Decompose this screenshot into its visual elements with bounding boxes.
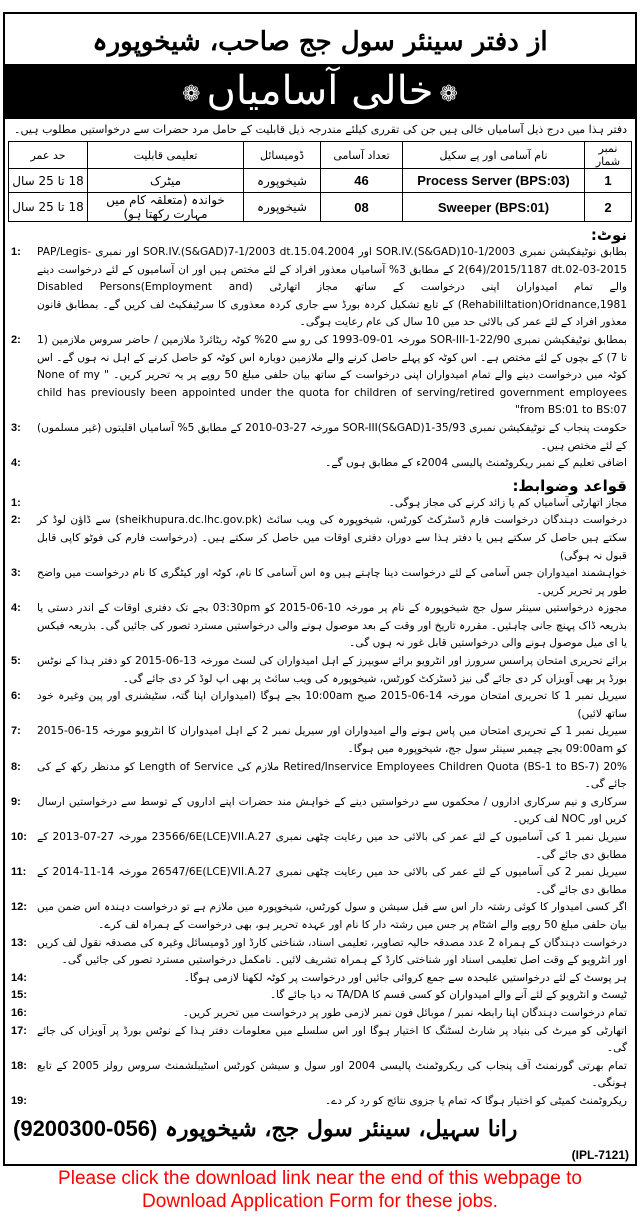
note-item — [5, 244, 635, 332]
flower-ornament-icon: ❁ — [182, 81, 201, 107]
item-number: 12: — [11, 901, 27, 914]
item-text: تمام درخواست دہندگان اپنا رابطہ نمبر / موبائل فون نمبر لازمی طور پر درخواست میں تحریر کریں۔ — [182, 1006, 627, 1019]
item-number: 9: — [11, 795, 21, 808]
rule-item — [5, 1058, 635, 1093]
note-item — [5, 332, 635, 420]
item-text: تمام بھرتی گورنمنٹ آف پنجاب کی ریکروٹمنٹ پالیسی 2004 اور سول و سیشن کورٹس اسٹیبلشمنٹ سروس رولز 2005 کے تابع ہونگی۔ — [37, 1059, 627, 1090]
rule-item — [5, 653, 635, 688]
item-text: سیریل نمبر 2 کی آسامیوں کے لئے عمر کی بالائی حد میں رعایت چٹھی نمبری 26547/6E(LCE)VII.A.27 مورخہ 14-11-2014 کے مطابق دی جائے گی۔ — [37, 866, 627, 896]
col-post: نام آسامی اور پے سکیل — [403, 142, 585, 169]
rule-item — [5, 1093, 635, 1111]
cell-qualification: خواندہ (متعلقہ کام میں مہارت رکھتا ہو) — [88, 193, 244, 222]
item-number: 18: — [11, 1059, 27, 1072]
notes-heading: نوٹ: — [590, 226, 627, 244]
flower-ornament-icon: ❁ — [439, 81, 458, 107]
rule-item — [5, 759, 635, 794]
download-notice-line-2: Download Application Form for these jobs. — [142, 1191, 498, 1212]
col-domicile: ڈومیسائل — [244, 142, 321, 169]
table-row — [9, 193, 632, 222]
item-text: بطابق نوٹیفکیشن نمبری SOR.IV.(S&GAD)10-1/2003 اور SOR.IV.(S&GAD)7-1/2003 dt.15.04.2004 اور نمبری PAP/Legis-2(64)/2015/1187 dt.02-03-2015 کے مطابق 3% آسامیاں معذور افراد کے لئے مختص ہیں اور ان آسامیوں کے لئے درخواست دینے والے تمام امیدواران اپنی درخواست کے ساتھ مجاز اتھارٹی (Disabled Persons(Employment and Rehabililtation)Oridnance,1981) کے تابع تشکیل کردہ بورڈ سے جاری کردہ معذوری کا سرٹیفکیٹ لف کریں گے۔ بمطابق قانون معذور افراد کے لئے عمر کی بالائی حد میں 10 سال کی عام رعایت ہوگی۔ — [37, 246, 627, 329]
item-number: 2: — [11, 514, 21, 527]
item-number: 3: — [11, 421, 21, 434]
item-text: برائے تحریری امتحان پراسس سرورز اور انٹرویو برائے سویپرز کے اہل امیدواران کی لسٹ مورخہ 13-06-2015 کو دفتر ہذا کے نوٹس بورڈ پر بھی آویزاں کر دی جائے گی نیز ڈسٹرکٹ کورٹس، شیخوپورہ کی ویب سائٹ پر بھی اپ لوڈ کر دی جائے گی۔ — [37, 655, 627, 685]
item-text: سیریل نمبر 1 کے تحریری امتحان میں پاس ہونے والے امیدواران اور سیریل نمبر 2 کے اہل امیدواران کا انٹرویو مورخہ 15-06-2015 کو 09:00am بجے چیمبر سینئر سول جج، شیخوپورہ میں ہوگا۔ — [37, 725, 627, 756]
note-item — [5, 420, 635, 455]
item-text: سیریل نمبر 1 کا تحریری امتحان مورخہ 14-06-2015 صبح 10:00am بجے ہوگا (امیدواران اپنا گتہ، سٹیشنری اور پین وغیرہ خود ساتھ لائیں) — [37, 690, 627, 720]
rule-item — [5, 565, 635, 600]
cell-serial: 2 — [585, 193, 632, 222]
item-number: 17: — [11, 1024, 27, 1037]
item-text: اضافی تعلیم کے نمبر ریکروٹمنٹ پالیسی 2004ء کے مطابق ہوں گے۔ — [325, 457, 627, 470]
item-number: 11: — [11, 866, 27, 879]
office-title: از دفتر سینئر سول جج صاحب، شیخوپورہ — [92, 27, 548, 57]
item-number: 7: — [11, 725, 21, 738]
cell-post: Process Server (BPS:03) — [403, 169, 585, 193]
rule-item — [5, 1023, 635, 1058]
cell-count: 08 — [321, 193, 403, 222]
item-number: 1: — [11, 496, 21, 509]
item-text: حکومت پنجاب کے نوٹیفکیشن نمبری SOR-III(S&GAD)1-35/93 مورخہ 27-03-2010 کے مطابق 5% آسامیاں اقلیتوں (غیر مسلموں) کے لئے مختص ہیں۔ — [37, 421, 627, 452]
rule-item — [5, 723, 635, 758]
item-number: 15: — [11, 989, 27, 1002]
rule-item — [5, 512, 635, 565]
download-notice — [0, 1167, 640, 1213]
download-notice-line-1: Please click the download link near the end of this webpage to — [58, 1168, 582, 1189]
item-number: 19: — [11, 1094, 27, 1107]
banner-text: خالی آسامیاں — [206, 68, 434, 114]
item-text: درخواست دہندگان درخواست فارم ڈسٹرکٹ کورٹس، شیخوپورہ کی ویب سائٹ (sheikhupura.dc.lhc.gov.pk) سے ڈاؤن لوڈ کر سکتے ہیں حاصل کر سکتے ہیں یا دفتر ہذا سے دوران دفتری اوقات میں حاصل کر سکتے ہیں۔ (درخواست فارم کی فوٹو کاپی قابل قبول نہ ہوگی) — [37, 514, 627, 562]
item-text: مجاز اتھارٹی آسامیاں کم یا زائد کرنے کی مجاز ہوگی۔ — [388, 496, 627, 509]
item-text: خواہشمند امیدواران جس آسامی کے لئے درخواست دینا چاہتے ہیں وہ اس آسامی کا نام، کوٹہ اور کیٹگری کا نام درخواست میں واضح طور پر تحریر کریں۔ — [37, 567, 627, 597]
rule-item — [5, 864, 635, 899]
item-number: 3: — [11, 567, 21, 580]
item-number: 16: — [11, 1006, 27, 1019]
rules-list — [5, 495, 635, 1111]
cell-post: Sweeper (BPS:01) — [403, 193, 585, 222]
rule-item — [5, 1005, 635, 1023]
cell-domicile: شیخوپورہ — [244, 193, 321, 222]
item-text: درخواست دہندگان کے ہمراہ 2 عدد مصدقہ حالیہ تصاویر، تعلیمی اسناد، شناختی کارڈ اور ڈومیسائل وغیرہ کی مصدقہ نقول لف کریں اور انٹرویو کے وقت اصل تعلیمی اسناد اور شناختی کارڈ کے ہمراہ تشریف لائیں۔ نامکمل درخواستیں مسترد تصور کی جائیں گی۔ — [37, 936, 627, 967]
col-count: تعداد آسامی — [321, 142, 403, 169]
item-number: 5: — [11, 655, 21, 668]
item-text: سیریل نمبر 1 کی آسامیوں کے لئے عمر کی بالائی حد میں رعایت چٹھی نمبری 23566/6E(LCE)VII.A.27 مورخہ 27-07-2013 کے مطابق دی جائے گی۔ — [37, 831, 627, 861]
item-number: 4: — [11, 457, 21, 470]
rule-item — [5, 495, 635, 513]
item-number: 10: — [11, 831, 27, 843]
item-text: مجوزہ درخواستیں سینئر سول جج شیخوپورہ کے نام پر مورخہ 10-06-2015 کو 03:30pm بجے تک دفتری اوقات کے اندر دستی یا بذریعہ ڈاک پہنچ جانی چاہئیں۔ مقررہ تاریخ اور وقت کے بعد موصول ہونے والی درخواستیں مسترد تصور کی جائیں گی۔ بذریعہ فیکس یا ای میل موصول ہونے والی درخواستیں قابل غور نہ ہوں گی۔ — [37, 602, 627, 650]
cell-serial: 1 — [585, 169, 632, 193]
intro-text: دفتر ہذا میں درج ذیل آسامیاں خالی ہیں جن کی تقرری کیلئے مندرجہ ذیل قابلیت کے حامل مرد حضرات سے درخواستیں مطلوب ہیں۔ — [14, 123, 627, 136]
rule-item — [5, 688, 635, 723]
vacancies-banner — [5, 64, 635, 119]
cell-age: 18 تا 25 سال — [9, 193, 88, 222]
item-number: 6: — [11, 690, 21, 703]
item-text: اتھارٹی کو میرٹ کی بنیاد پر شارٹ لسٹنگ کا اختیار ہوگا اور اس سلسلے میں معلومات دفتر ہذا کے نوٹس بورڈ پر آویزاں کی جائے گی۔ — [37, 1024, 627, 1055]
item-text: سرکاری و نیم سرکاری اداروں / محکموں سے درخواستیں دینے کے خواہش مند حضرات اپنے اداروں کے توسط سے درخواستیں ارسال کریں اور NOC لف کریں۔ — [37, 795, 627, 826]
item-text: بمطابق نوٹیفکیشن نمبری SOR-III-1-22/90 مورخہ 01-09-1993 کی رو سے 20% کوٹہ ریٹائرڈ ملازمین / حاضر سروس ملازمین (1 تا 7) کے بچوں کے لئے مختص ہے۔ اس کوٹہ کو پہلے حاصل کرنے والے ملازمین دوبارہ اس کوٹہ کو حاصل کرنے کے اہل نہ ہوں گے۔ اس کوٹہ میں درخواست دینے والے تمام امیدواران اپنی درخواست کے ساتھ بیان حلفی مبلغ 50 روپے پر یہ تحریر کریں۔ " None of my child has previously been appointed under the quota for children of serving/retired government employees from BS:01 to BS:07" — [37, 333, 627, 417]
rule-item — [5, 829, 635, 864]
rule-item — [5, 935, 635, 970]
job-advertisement — [3, 12, 637, 1166]
rule-item — [5, 600, 635, 653]
item-number: 4: — [11, 602, 21, 615]
item-text: ریکروٹمنٹ کمیٹی کو اختیار ہوگا کہ تمام یا جزوی نتائج کو رد کر دے۔ — [324, 1094, 627, 1107]
item-number: 14: — [11, 971, 27, 984]
item-text: 20% Retired/Inservice Employees Children Quota (BS-1 to BS-7) ملازم کی Length of Service کو مدنظر رکھ کے کی جائے گی۔ — [37, 760, 627, 791]
col-qualification: تعلیمی قابلیت — [88, 142, 244, 169]
item-number: 2: — [11, 333, 21, 346]
col-serial: نمبر شمار — [585, 142, 632, 169]
note-item — [5, 455, 635, 473]
rule-item — [5, 794, 635, 829]
ipl-code: (IPL-7121) — [571, 1148, 629, 1162]
rules-heading: قواعد وضوابط: — [512, 476, 627, 495]
rule-item — [5, 899, 635, 934]
item-number: 8: — [11, 760, 21, 773]
col-age: حد عمر — [9, 142, 88, 169]
cell-domicile: شیخوپورہ — [244, 169, 321, 193]
rule-item — [5, 970, 635, 988]
signature — [13, 1116, 627, 1142]
item-number: 13: — [11, 936, 27, 949]
signatory-name: رانا سہیل، سینئر سول جج، شیخوپورہ — [165, 1116, 518, 1142]
cell-count: 46 — [321, 169, 403, 193]
item-number: 1: — [11, 246, 21, 258]
cell-qualification: میٹرک — [88, 169, 244, 193]
item-text: اگر کسی امیدوار کا کوئی رشتہ دار اس سے قبل سیشن و سول کورٹس، شیخوپورہ میں ملازم ہے تو درخواست دہندہ اس ضمن میں بیان حلفی مبلغ 50 روپے والے اشٹام پر جس میں رشتہ دار کا نام اور عہدہ تحریر ہو، بھی درخواست کے ہمراہ لف کرے۔ — [37, 901, 627, 931]
notes-list — [5, 244, 635, 473]
vacancies-table — [8, 141, 632, 222]
table-header-row — [9, 142, 632, 169]
rule-item — [5, 987, 635, 1005]
phone-number: (056-9200300) — [13, 1116, 158, 1141]
table-row — [9, 169, 632, 193]
item-text: ہر پوسٹ کے لئے درخواستیں علیحدہ سے جمع کروائی جائیں اور درخواست پر کوٹہ لکھنا لازمی ہوگا۔ — [183, 971, 627, 984]
item-text: ٹیسٹ و انٹرویو کے لئے آنے والے امیدواران کو کسی قسم کا TA/DA نہ دیا جائے گا۔ — [269, 989, 627, 1002]
cell-age: 18 تا 25 سال — [9, 169, 88, 193]
